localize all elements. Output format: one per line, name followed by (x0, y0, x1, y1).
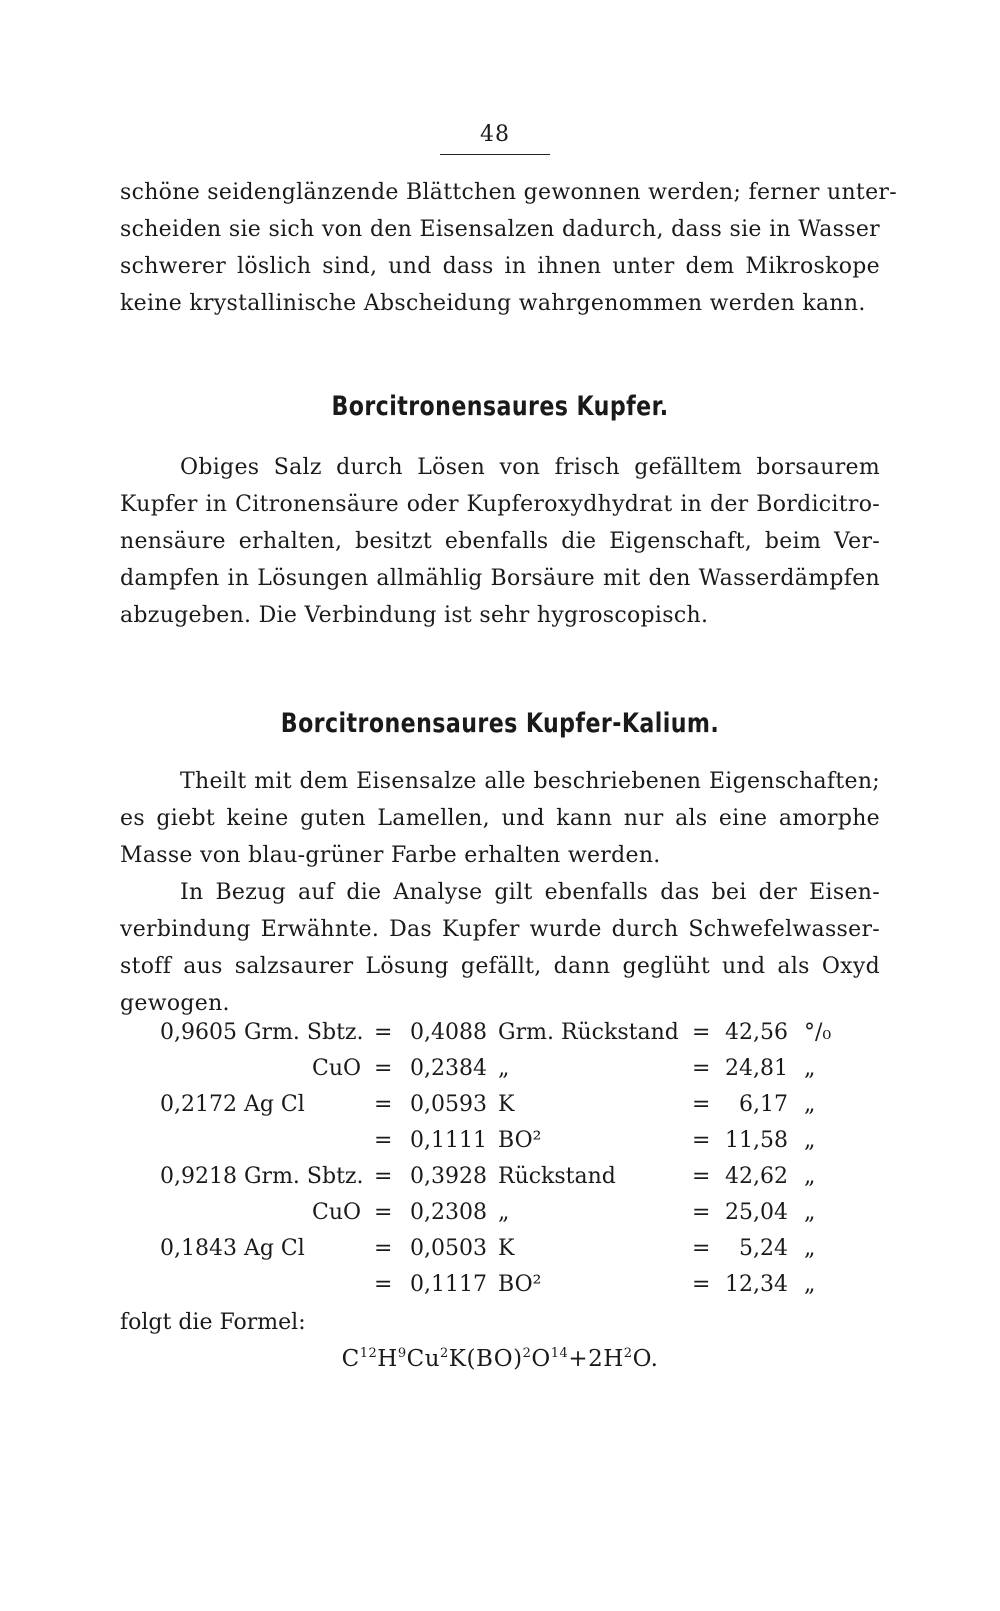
formula-part: O. (632, 1346, 659, 1372)
analysis-result: 24,81 (725, 1056, 788, 1081)
analysis-sample: CuO (312, 1056, 362, 1081)
text-line: Masse von blau-grüner Farbe erhalten werden. (120, 843, 661, 868)
analysis-label: BO² (498, 1272, 542, 1297)
analysis-unit: „ (804, 1092, 816, 1117)
equals-sign: = (374, 1092, 393, 1117)
analysis-sample: 0,9605 Grm. Sbtz. (160, 1020, 364, 1045)
analysis-label: „ (498, 1200, 510, 1225)
formula-part: K(BO) (448, 1346, 523, 1372)
equals-sign: = (374, 1164, 393, 1189)
analysis-label: K (498, 1236, 515, 1261)
formula-index: 9 (397, 1346, 407, 1361)
analysis-value: 0,2384 (410, 1056, 487, 1081)
text-line: verbindung Erwähnte. Das Kupfer wurde durch Schwefelwasser- (120, 917, 880, 942)
equals-sign: = (692, 1236, 711, 1261)
formula-index: 14 (550, 1346, 569, 1361)
text-line: nensäure erhalten, besitzt ebenfalls die Eigenschaft, beim Ver- (120, 529, 880, 554)
section-heading-kupfer: Borcitronensaures Kupfer. (331, 391, 669, 422)
analysis-label: BO² (498, 1128, 542, 1153)
text-line: scheiden sie sich von den Eisensalzen dadurch, dass sie in Wasser (120, 217, 880, 242)
section-heading-kupfer-kalium: Borcitronensaures Kupfer-Kalium. (280, 708, 720, 739)
analysis-result: 12,34 (725, 1272, 788, 1297)
text-line: Theilt mit dem Eisensalze alle beschriebenen Eigenschaften; (180, 769, 880, 794)
analysis-unit: „ (804, 1236, 816, 1261)
formula-index: 2 (522, 1346, 532, 1361)
analysis-sample: 0,9218 Grm. Sbtz. (160, 1164, 364, 1189)
text-line: stoff aus salzsaurer Lösung gefällt, dann geglüht und als Oxyd (120, 954, 880, 979)
equals-sign: = (692, 1092, 711, 1117)
analysis-unit: „ (804, 1200, 816, 1225)
formula-part: H (377, 1346, 398, 1372)
analysis-result: 11,58 (725, 1128, 788, 1153)
formula-index: 2 (440, 1346, 449, 1361)
analysis-value: 0,1117 (410, 1272, 487, 1297)
text-line: abzugeben. Die Verbindung ist sehr hygroscopisch. (120, 603, 709, 628)
equals-sign: = (692, 1056, 711, 1081)
analysis-value: 0,0593 (410, 1092, 487, 1117)
analysis-result: 42,62 (725, 1164, 788, 1189)
text-line: Kupfer in Citronensäure oder Kupferoxydhydrat in der Bordicitro- (120, 492, 880, 517)
analysis-value: 0,3928 (410, 1164, 487, 1189)
equals-sign: = (374, 1200, 393, 1225)
formula-part: +2H (568, 1346, 624, 1372)
analysis-result: 6,17 (739, 1092, 788, 1117)
text-line: es giebt keine guten Lamellen, und kann nur als eine amorphe (120, 806, 880, 831)
formula-index: 12 (359, 1346, 378, 1361)
equals-sign: = (692, 1128, 711, 1153)
page-number: 48 (480, 122, 510, 147)
equals-sign: = (692, 1200, 711, 1225)
equals-sign: = (692, 1272, 711, 1297)
equals-sign: = (692, 1020, 711, 1045)
chemical-formula (0, 1346, 1000, 1372)
equals-sign: = (692, 1164, 711, 1189)
analysis-sample: CuO (312, 1200, 362, 1225)
analysis-unit: „ (804, 1272, 816, 1297)
equals-sign: = (374, 1020, 393, 1045)
analysis-label: „ (498, 1056, 510, 1081)
formula-part: C (341, 1346, 360, 1372)
analysis-label: Grm. Rückstand (498, 1020, 679, 1045)
analysis-unit: „ (804, 1056, 816, 1081)
analysis-unit: „ (804, 1128, 816, 1153)
analysis-result: 25,04 (725, 1200, 788, 1225)
text-line: gewogen. (120, 991, 230, 1016)
equals-sign: = (374, 1236, 393, 1261)
formula-part: Cu (406, 1346, 441, 1372)
formula-intro: folgt die Formel: (120, 1310, 306, 1335)
equals-sign: = (374, 1056, 393, 1081)
equals-sign: = (374, 1128, 393, 1153)
analysis-sample: 0,2172 Ag Cl (160, 1092, 305, 1117)
equals-sign: = (374, 1272, 393, 1297)
text-line: dampfen in Lösungen allmählig Borsäure mit den Wasserdämpfen (120, 566, 880, 591)
formula-index: 2 (623, 1346, 633, 1361)
text-line: schöne seidenglänzende Blättchen gewonnen werden; ferner unter- (120, 180, 897, 205)
text-line: In Bezug auf die Analyse gilt ebenfalls das bei der Eisen- (180, 880, 880, 905)
analysis-value: 0,0503 (410, 1236, 487, 1261)
analysis-label: K (498, 1092, 515, 1117)
analysis-result: 42,56 (725, 1020, 788, 1045)
analysis-value: 0,4088 (410, 1020, 487, 1045)
analysis-sample: 0,1843 Ag Cl (160, 1236, 305, 1261)
analysis-unit: „ (804, 1164, 816, 1189)
analysis-label: Rückstand (498, 1164, 616, 1189)
text-line: Obiges Salz durch Lösen von frisch gefälltem borsaurem (180, 455, 880, 480)
analysis-unit: °/₀ (804, 1020, 832, 1045)
analysis-value: 0,1111 (410, 1128, 487, 1153)
formula-part: O (531, 1346, 551, 1372)
analysis-value: 0,2308 (410, 1200, 487, 1225)
analysis-result: 5,24 (739, 1236, 788, 1261)
text-line: keine krystallinische Abscheidung wahrgenommen werden kann. (120, 291, 866, 316)
text-line: schwerer löslich sind, und dass in ihnen unter dem Mikroskope (120, 254, 880, 279)
